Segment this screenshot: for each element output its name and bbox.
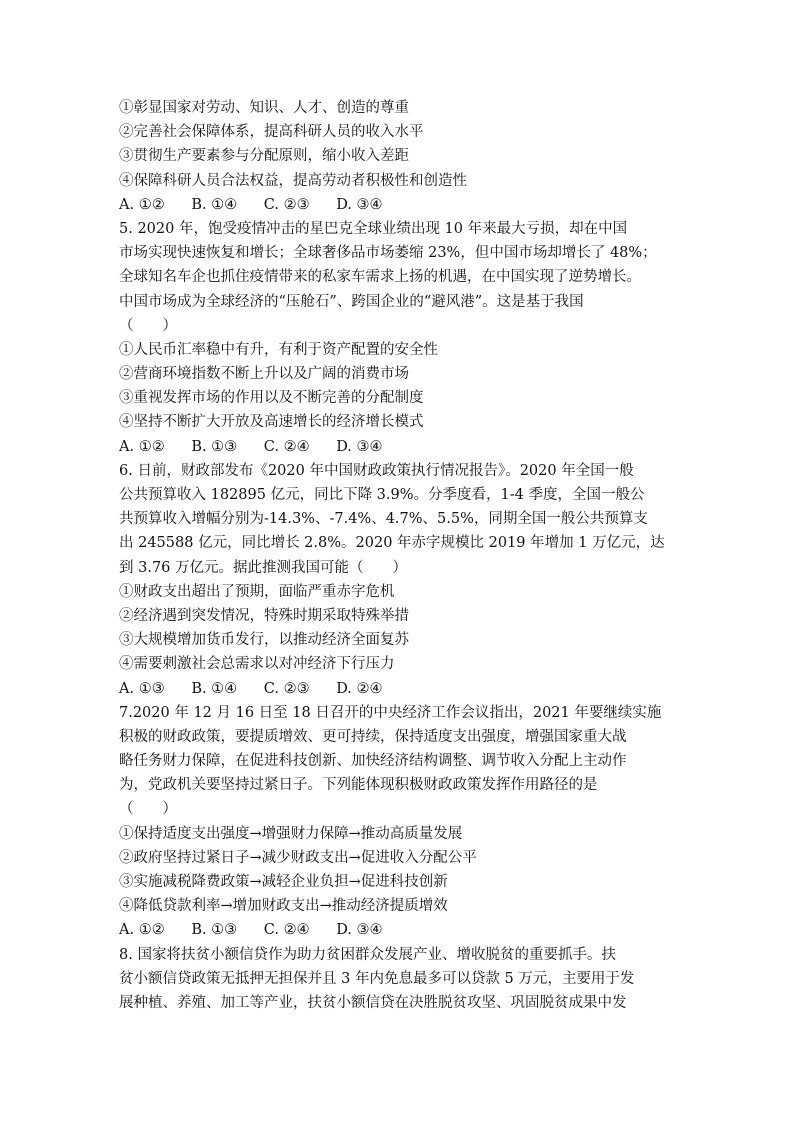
q7-answer-choices bbox=[119, 918, 699, 942]
q7-option-2: ②政府坚持过紧日子→减少财政支出→促进收入分配公平 bbox=[119, 849, 477, 866]
q4-option-1: ①彰显国家对劳动、知识、人才、创造的尊重 bbox=[119, 100, 409, 116]
q8-stem-line-3: 展种植、养殖、加工等产业，扶贫小额信贷在决胜脱贫攻坚、巩固脱贫成果中发 bbox=[119, 994, 627, 1011]
q4-answer-c: C. ②③ bbox=[263, 196, 310, 213]
q5-option-4: ④坚持不断扩大开放及高速增长的经济增长模式 bbox=[119, 414, 424, 431]
q6-stem-line-2: 公共预算收入 182895 亿元，同比下降 3.9%。分季度看，1-4 季度，全国一般公 bbox=[119, 487, 645, 503]
q5-option-3: ③重视发挥市场的作用以及不断完善的分配制度 bbox=[119, 390, 424, 407]
q6-answer-b: B. ①④ bbox=[191, 680, 238, 697]
q6-option-4: ④需要刺激社会总需求以对冲经济下行压力 bbox=[119, 656, 395, 673]
q7-answer-d: D. ③④ bbox=[336, 922, 383, 939]
q6-stem-line-3: 共预算收入增幅分别为-14.3%、-7.4%、4.7%、5.5%，同期全国一般公共预算支 bbox=[119, 511, 648, 528]
q4-option-3: ③贯彻生产要素参与分配原则，缩小收入差距 bbox=[119, 148, 409, 165]
q5-answer-b: B. ①③ bbox=[191, 438, 238, 455]
q5-answer-a: A. ①② bbox=[119, 438, 165, 455]
q6-answer-c: C. ②③ bbox=[263, 680, 310, 697]
q7-option-4: ④降低贷款利率→增加财政支出→推动经济提质增效 bbox=[119, 898, 448, 915]
q8-stem-line-2: 贫小额信贷政策无抵押无担保并且 3 年内免息最多可以贷款 5 万元，主要用于发 bbox=[119, 970, 635, 987]
q6-stem-line-4: 出 245588 亿元，同比增长 2.8%。2020 年赤字规模比 2019 年增加 1 万亿元，达 bbox=[119, 535, 665, 552]
q5-stem-line-1: 5. 2020 年，饱受疫情冲击的星巴克全球业绩出现 10 年来最大亏损，却在中国 bbox=[119, 220, 628, 237]
q5-option-2: ②营商环境指数不断上升以及广阔的消费市场 bbox=[119, 366, 409, 383]
q8-stem-line-1: 8. 国家将扶贫小额信贷作为助力贫困群众发展产业、增收脱贫的重要抓手。扶 bbox=[119, 946, 616, 963]
q4-option-4: ④保障科研人员合法权益，提高劳动者积极性和创造性 bbox=[119, 172, 467, 189]
q5-stem-line-4: 中国市场成为全球经济的“压舱石”、跨国企业的“避风港”。这是基于我国 bbox=[119, 293, 584, 310]
exam-page bbox=[119, 96, 699, 1015]
q4-option-2: ②完善社会保障体系，提高科研人员的收入水平 bbox=[119, 124, 424, 141]
q4-answer-b: B. ①④ bbox=[191, 196, 238, 213]
q6-stem-line-5: 到 3.76 万亿元。据此推测我国可能（ ） bbox=[119, 559, 408, 576]
q6-option-3: ③大规模增加货币发行，以推动经济全面复苏 bbox=[119, 632, 409, 649]
q6-stem-line-1: 6. 日前，财政部发布《2020 年中国财政政策执行情况报告》。2020 年全国一般 bbox=[119, 462, 634, 479]
q4-answer-a: A. ①② bbox=[119, 196, 165, 213]
q5-stem-line-2: 市场实现快速恢复和增长；全球奢侈品市场萎缩 23%，但中国市场却增长了 48%； bbox=[119, 245, 657, 262]
q5-answer-blank: （ ） bbox=[119, 317, 177, 334]
q7-option-1: ①保持适度支出强度→增强财力保障→推动高质量发展 bbox=[119, 825, 463, 842]
q7-answer-a: A. ①② bbox=[119, 922, 165, 939]
q7-stem-line-1: 7.2020 年 12 月 16 日至 18 日召开的中央经济工作会议指出，2021 年要继续实施 bbox=[119, 704, 662, 721]
q7-stem-line-4: 为，党政机关要坚持过紧日子。下列能体现积极财政政策发挥作用路径的是 bbox=[119, 777, 598, 794]
q5-answer-c: C. ②④ bbox=[263, 438, 310, 455]
q5-answer-d: D. ③④ bbox=[336, 438, 383, 455]
q5-answer-choices bbox=[119, 435, 699, 459]
q6-answer-d: D. ②④ bbox=[336, 680, 383, 697]
q7-answer-b: B. ①③ bbox=[191, 922, 238, 939]
q4-answer-choices bbox=[119, 193, 699, 217]
q6-answer-a: A. ①③ bbox=[119, 680, 165, 697]
q7-answer-blank: （ ） bbox=[119, 801, 177, 818]
q6-option-1: ①财政支出超出了预期，面临严重赤字危机 bbox=[119, 583, 395, 600]
q6-answer-choices bbox=[119, 677, 699, 701]
q4-answer-d: D. ③④ bbox=[336, 196, 383, 213]
q7-stem-line-3: 略任务财力保障，在促进科技创新、加快经济结构调整、调节收入分配上主动作 bbox=[119, 753, 627, 770]
q7-option-3: ③实施减税降费政策→减轻企业负担→促进科技创新 bbox=[119, 874, 448, 890]
q7-answer-c: C. ②④ bbox=[263, 922, 310, 939]
q5-option-1: ①人民币汇率稳中有升，有利于资产配置的安全性 bbox=[119, 341, 438, 358]
q6-option-2: ②经济遇到突发情况，特殊时期采取特殊举措 bbox=[119, 607, 409, 624]
q7-stem-line-2: 积极的财政政策，要提质增效、更可持续，保持适度支出强度，增强国家重大战 bbox=[119, 728, 627, 745]
q5-stem-line-3: 全球知名车企也抓住疫情带来的私家车需求上扬的机遇，在中国实现了逆势增长。 bbox=[119, 269, 641, 286]
